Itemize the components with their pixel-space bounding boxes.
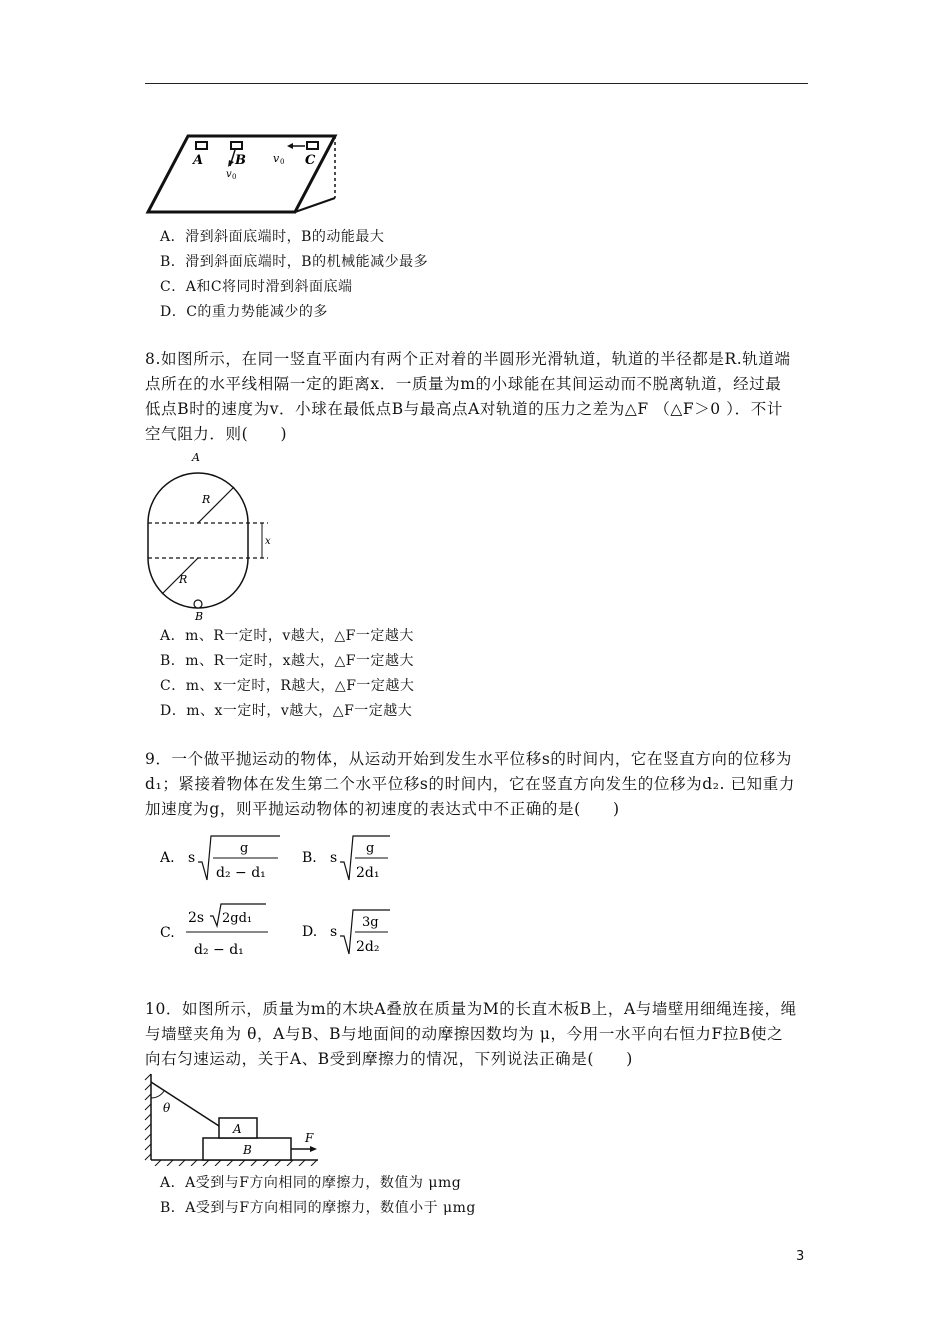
q10-blocks-figure [143,1070,323,1166]
q8-stem-line: 低点B时的速度为v．小球在最低点B与最高点A对轨道的压力之差为△F （△F＞0 ）．不计 [145,400,783,418]
upper-semicircle-track [148,473,248,523]
q9-stem [145,747,808,822]
rope [151,1082,219,1126]
denominator: 2d₂ [356,939,380,955]
page-number: 3 [796,1249,805,1264]
numerator-coefficient: 2s [188,910,205,926]
q8-stem-line: 8.如图所示，在同一竖直平面内有两个正对着的半圆形光滑轨道，轨道的半径都是R.轨道端 [145,350,791,368]
ground-hatching [155,1160,317,1166]
label-c: C [305,153,316,168]
numerator: g [240,841,249,856]
velocity-arrowhead-c [287,143,293,149]
ball-b [194,600,202,608]
block-c [307,142,318,149]
label-x: x [265,536,271,547]
numerator: g [366,841,375,856]
formula-s: s [330,850,338,866]
label-f: F [305,1131,314,1145]
q9-stem-line: 9．一个做平抛运动的物体，从运动开始到发生水平位移s的时间内，它在竖直方向的位移为 [145,750,792,768]
option-label: B. [302,850,317,866]
wall-hatching [145,1074,151,1160]
q7-option-b: B．滑到斜面底端时，B的机械能减少最多 [160,254,429,270]
q10-option-b: B．A受到与F方向相同的摩擦力，数值小于 μmg [160,1200,476,1216]
q7-option-c: C．A和C将同时滑到斜面底端 [160,279,353,295]
numerator-radicand: 2gd₁ [222,911,253,926]
label-v0-b-sub: 0 [232,173,237,181]
formula-s: s [188,850,196,866]
label-r-lower: R [179,573,188,586]
label-a: A [233,1122,242,1136]
q10-stem-line: 与墙壁夹角为 θ，A与B、B与地面间的动摩擦因数均为 μ，今用一水平向右恒力F拉B使之 [145,1025,784,1043]
velocity-arrowhead-b [228,160,234,167]
q9-stem-line: 加速度为g，则平抛运动物体的初速度的表达式中不正确的是( ) [145,800,620,818]
q8-option-c: C．m、x一定时，R越大，△F一定越大 [160,678,415,694]
label-v0-c-sub: 0 [280,158,285,166]
q10-option-a: A．A受到与F方向相同的摩擦力，数值为 μmg [160,1175,462,1191]
label-a: A [192,451,200,464]
q8-track-figure [140,447,290,625]
label-v0-c: v [273,152,280,165]
q10-stem-line: 向右匀速运动，关于A、B受到摩擦力的情况，下列说法正确是( ) [145,1050,633,1068]
q8-stem [145,347,808,447]
label-b: B [235,153,246,168]
q9-option-d-formula [302,906,402,960]
q8-option-d: D．m、x一定时，v越大，△F一定越大 [160,703,413,719]
label-v0-b: v [226,169,232,180]
option-label: A. [160,850,175,866]
q10-stem-line: 10．如图所示，质量为m的木块A叠放在质量为M的长直木板B上，A与墙壁用细绳连接，绳 [145,1000,797,1018]
q7-option-a: A．滑到斜面底端时，B的动能最大 [160,229,385,245]
label-a: A [193,153,204,168]
label-theta: θ [163,1101,171,1115]
denominator: 2d₁ [356,865,380,881]
denominator: d₂ − d₁ [216,865,266,881]
q9-stem-line: d₁；紧接着物体在发生第二个水平位移s的时间内，它在竖直方向发生的位移为d₂. 已知重力 [145,775,795,793]
q10-stem [145,997,808,1072]
denominator: d₂ − d₁ [194,942,244,958]
angle-arc [151,1091,164,1098]
block-b [231,142,242,149]
q9-option-a-formula [160,832,290,886]
q8-stem-line: 空气阻力．则( ) [145,425,288,443]
q8-option-b: B．m、R一定时，x越大，△F一定越大 [160,653,414,669]
block-a [196,142,207,149]
formula-s: s [330,924,338,940]
numerator: 3g [362,915,379,930]
q7-incline-figure [140,128,340,220]
label-b: B [243,1143,252,1157]
force-arrowhead [310,1146,317,1152]
option-label: C. [160,925,175,941]
q9-option-b-formula [302,832,402,886]
q7-option-d: D．C的重力势能减少的多 [160,304,328,320]
label-b: B [195,610,204,623]
header-rule [145,83,808,84]
q8-option-a: A．m、R一定时，v越大，△F一定越大 [160,628,414,644]
option-label: D. [302,924,318,940]
q9-option-c-formula [160,900,290,962]
label-r-upper: R [202,493,211,506]
q8-stem-line: 点所在的水平线相隔一定的距离x．一质量为m的小球能在其间运动而不脱离轨道，经过最 [145,375,782,393]
